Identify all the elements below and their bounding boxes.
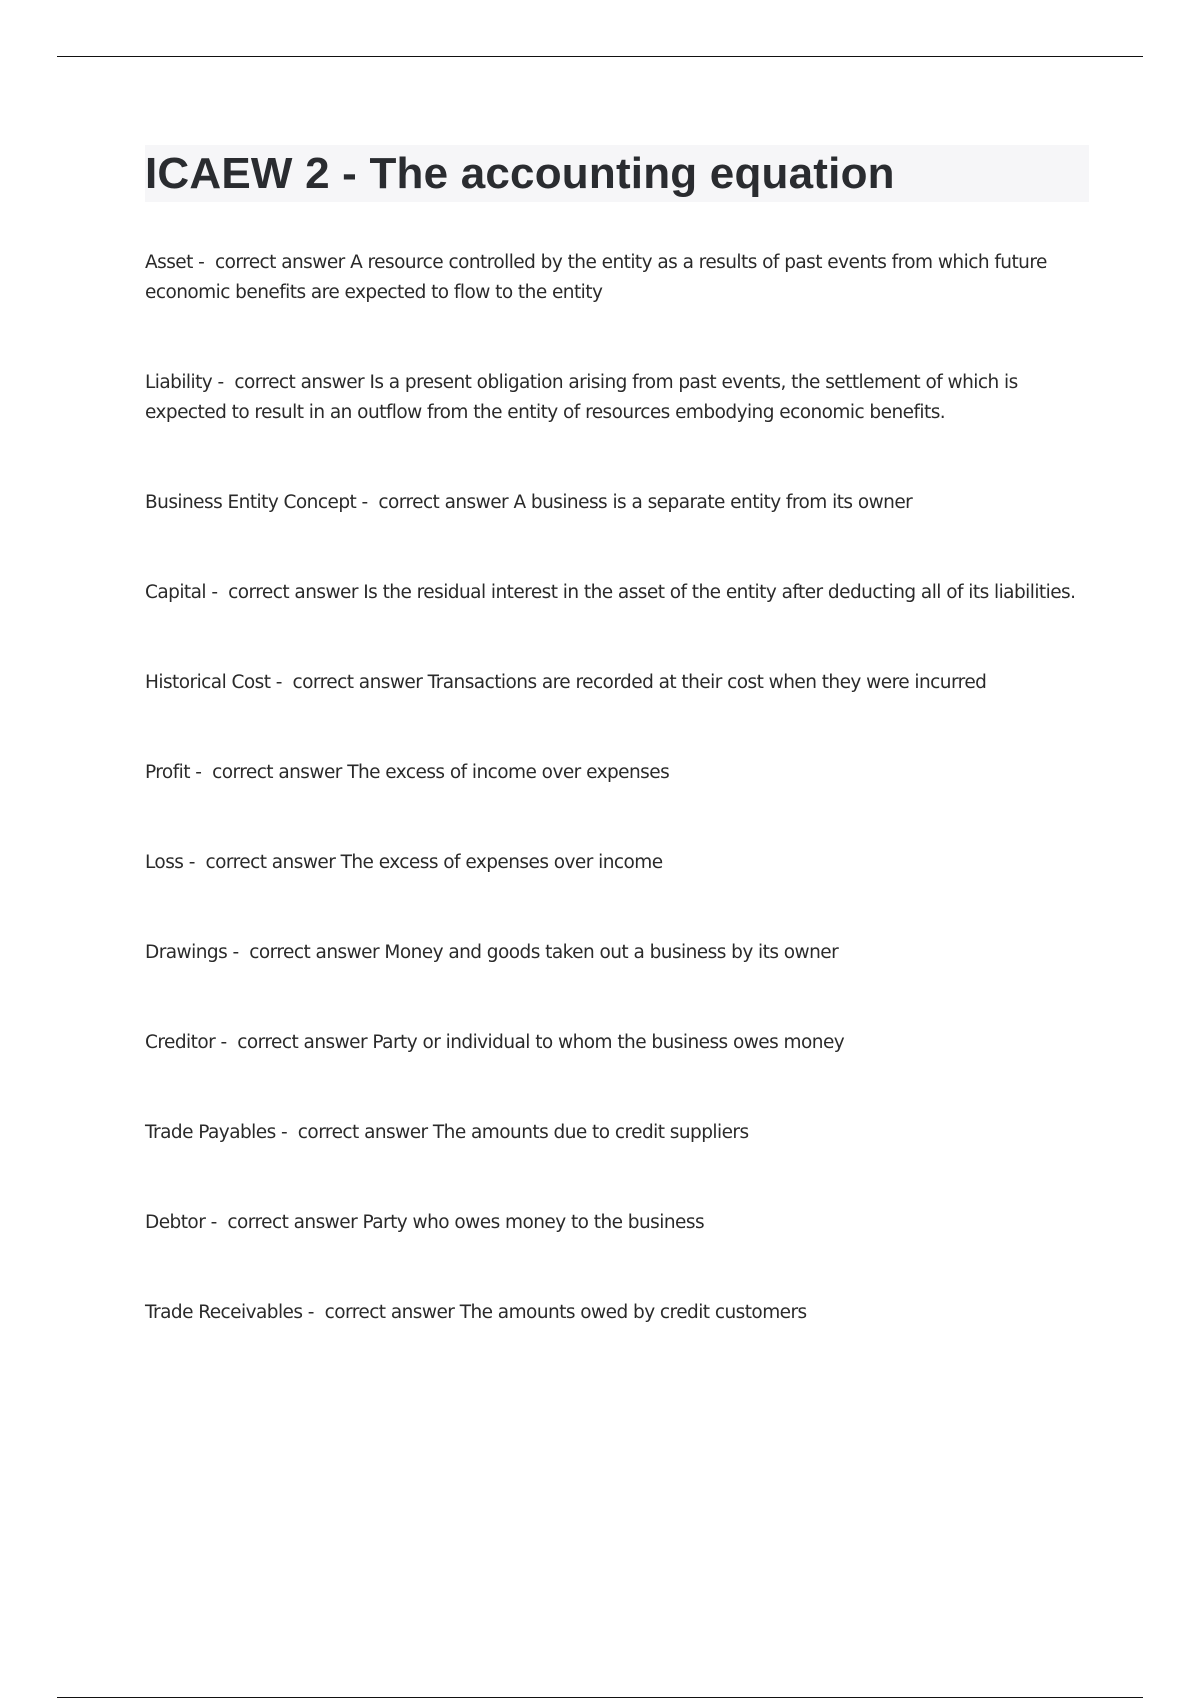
entry-definition: The excess of income over expenses [347,762,670,783]
glossary-entry [145,1208,1089,1238]
entry-definition: A resource controlled by the entity as a results of past events from which future economic benefits are expected to flow to the entity [145,252,1047,303]
entry-term: Historical Cost [145,672,271,693]
glossary-entry [145,1118,1089,1148]
entry-separator: - correct answer [227,942,385,963]
entry-term: Trade Receivables [145,1302,303,1323]
glossary-entry [145,668,1089,698]
document-body [145,145,1089,1388]
glossary-entry [145,938,1089,968]
glossary-entry [145,248,1089,308]
entry-definition: Party who owes money to the business [362,1212,705,1233]
bottom-rule [57,1697,1143,1698]
entry-term: Business Entity Concept [145,492,357,513]
glossary-entry [145,758,1089,788]
entry-definition: Transactions are recorded at their cost when they were incurred [427,672,987,693]
entry-term: Asset [145,252,193,273]
entry-definition: The amounts due to credit suppliers [432,1122,749,1143]
entry-separator: - correct answer [275,1122,433,1143]
top-rule [57,56,1143,57]
entry-separator: - correct answer [212,372,370,393]
entry-separator: - correct answer [189,762,348,783]
entry-separator: - correct answer [192,252,351,273]
page-title: ICAEW 2 - The accounting equation [145,148,895,198]
entry-term: Trade Payables [145,1122,276,1143]
glossary-entry [145,368,1089,428]
entry-separator: - correct answer [356,492,514,513]
glossary-list [145,248,1089,1328]
entry-term: Profit [145,762,190,783]
glossary-entry [145,1028,1089,1058]
entry-definition: Is a present obligation arising from past events, the settlement of which is expected to result in an outflow from the entity of resources embodying economic benefits. [145,372,1018,423]
glossary-entry [145,578,1089,608]
entry-term: Debtor [145,1212,206,1233]
entry-separator: - correct answer [206,582,364,603]
entry-separator: - correct answer [215,1032,373,1053]
entry-term: Loss [145,852,184,873]
entry-definition: Money and goods taken out a business by its owner [384,942,839,963]
entry-definition: Party or individual to whom the business owes money [372,1032,845,1053]
glossary-entry [145,488,1089,518]
title-banner [145,145,1089,202]
entry-definition: The excess of expenses over income [340,852,663,873]
entry-term: Drawings [145,942,228,963]
entry-term: Liability [145,372,213,393]
glossary-entry [145,848,1089,878]
entry-separator: - correct answer [205,1212,363,1233]
entry-definition: The amounts owed by credit customers [459,1302,807,1323]
entry-definition: A business is a separate entity from its owner [513,492,913,513]
entry-term: Capital [145,582,207,603]
glossary-entry [145,1298,1089,1328]
entry-separator: - correct answer [302,1302,460,1323]
entry-term: Creditor [145,1032,216,1053]
entry-definition: Is the residual interest in the asset of the entity after deducting all of its liabilities. [363,582,1076,603]
entry-separator: - correct answer [270,672,428,693]
entry-separator: - correct answer [183,852,341,873]
